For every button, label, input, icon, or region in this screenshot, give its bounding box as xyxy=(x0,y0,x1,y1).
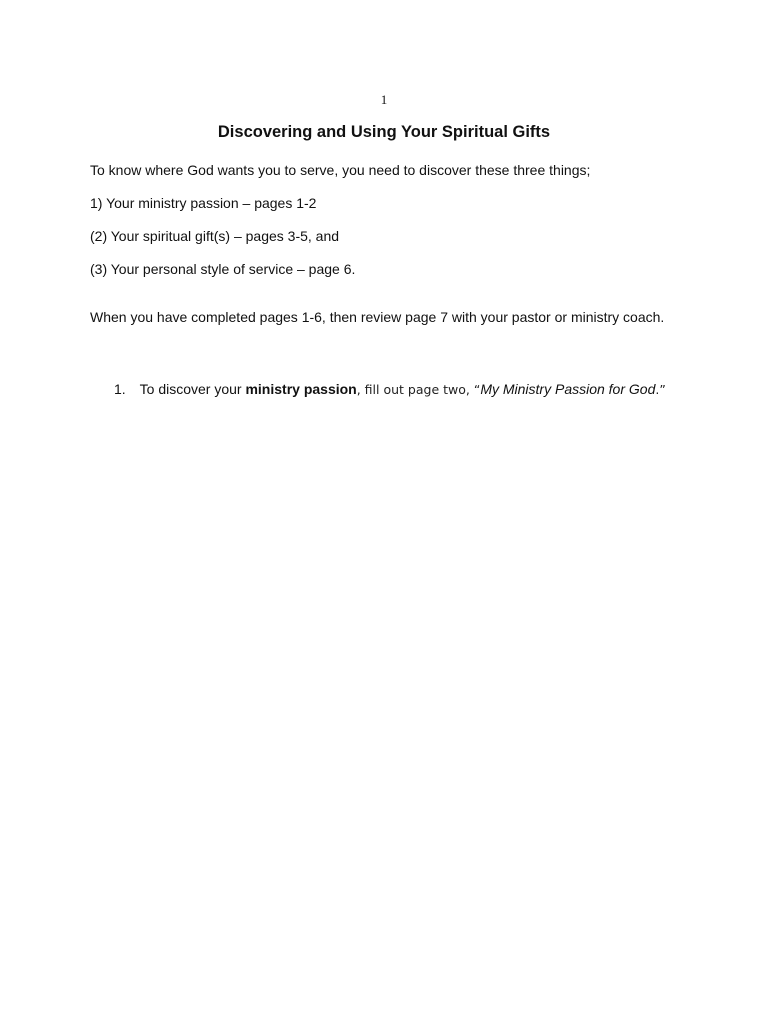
list-bold-text: ministry passion xyxy=(245,381,357,397)
list-middle-text: , fill out page two, “ xyxy=(356,382,481,397)
step-ministry-passion: 1) Your ministry passion – pages 1-2 xyxy=(90,195,317,211)
page-number: 1 xyxy=(380,92,388,107)
step-personal-style: (3) Your personal style of service – page 6. xyxy=(90,261,356,277)
numbered-list-item xyxy=(114,381,666,397)
list-italic-text: My Ministry Passion for God xyxy=(480,381,656,397)
document-title: Discovering and Using Your Spiritual Gifts xyxy=(217,123,551,141)
list-number: 1. xyxy=(114,381,126,397)
list-end-text: .” xyxy=(655,382,666,397)
step-spiritual-gifts: (2) Your spiritual gift(s) – pages 3-5, and xyxy=(90,228,340,244)
review-note: When you have completed pages 1-6, then review page 7 with your pastor or ministry coach. xyxy=(90,309,665,325)
list-text-before: To discover your xyxy=(139,381,246,397)
intro-text: To know where God wants you to serve, you need to discover these three things; xyxy=(90,162,591,178)
